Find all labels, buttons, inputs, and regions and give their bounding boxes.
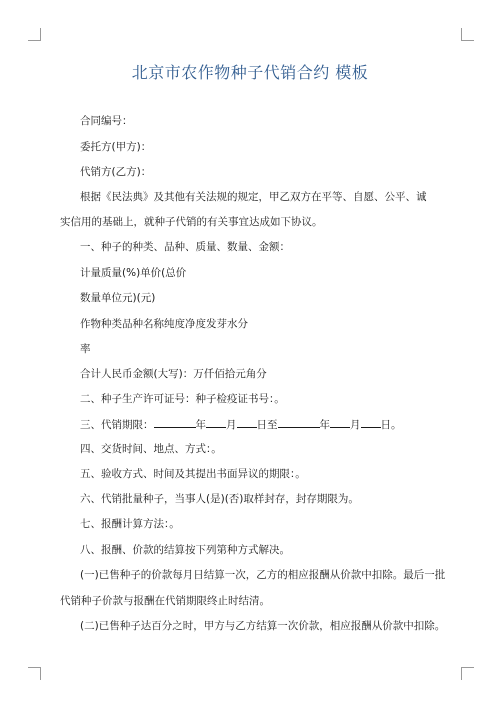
blank-field	[154, 417, 196, 428]
blank-field	[237, 417, 257, 428]
table-header-line-1: 计量质量(%)单价(总价	[80, 267, 187, 279]
section-6-line: 六、代销批量种子，当事人(是)(否)取样封存，封存期限为。	[80, 493, 359, 505]
crop-mark-bottom-left	[28, 667, 41, 680]
term-year-2: 年	[319, 419, 330, 431]
document-title: 北京市农作物种子代销合约 模板	[131, 63, 369, 82]
table-header-line-3: 作物种类品种名称纯度净度发芽水分	[80, 318, 248, 330]
contract-number-line: 合同编号：	[80, 115, 133, 127]
section-7-line: 七、报酬计算方法：。	[80, 518, 180, 530]
blank-field	[330, 417, 350, 428]
settlement-1-line-2: 代销种子价款与报酬在代销期限终止时结清。	[60, 595, 270, 607]
party-b-line: 代销方(乙方)：	[80, 166, 152, 178]
section-8-line: 八、报酬、价款的结算按下列第种方式解决。	[80, 544, 290, 556]
preamble-line-2: 实信用的基础上，就种子代销的有关事宜达成如下协议。	[60, 216, 323, 228]
table-header-line-2: 数量单位元)(元)	[80, 292, 156, 304]
table-header-line-4: 率	[80, 343, 91, 355]
total-amount-line: 合计人民币金额(大写)：万仟佰拾元角分	[80, 368, 267, 380]
section-2-line: 二、种子生产许可证号：种子检疫证书号：。	[80, 393, 285, 405]
term-month-1: 月	[226, 419, 237, 431]
term-day-end: 日。	[380, 419, 402, 431]
section-5-line: 五、验收方式、时间及其提出书面异议的期限：。	[80, 468, 306, 480]
term-month-2: 月	[350, 419, 361, 431]
blank-field	[361, 417, 381, 428]
crop-mark-bottom-right	[461, 667, 474, 680]
section-3-line	[80, 417, 402, 432]
crop-mark-top-left	[28, 28, 41, 41]
settlement-1-line-1: (一)已售种子的价款每月日结算一次，乙方的相应报酬从价款中扣除。最后一批	[80, 569, 446, 581]
blank-field	[278, 417, 320, 428]
preamble-line-1: 根据《民法典》及其他有关法规的规定，甲乙双方在平等、自愿、公平、诚	[80, 191, 427, 203]
blank-field	[206, 417, 226, 428]
settlement-2-line: (二)已售种子达百分之时，甲方与乙方结算一次价款，相应报酬从价款中扣除。	[80, 620, 446, 632]
term-day-to: 日至	[256, 419, 278, 431]
crop-mark-top-right	[461, 28, 474, 41]
section-3-prefix: 三、代销期限：	[80, 419, 154, 431]
section-1-heading: 一、种子的种类、品种、质量、数量、金额：	[80, 241, 290, 253]
term-year-1: 年	[195, 419, 206, 431]
section-4-line: 四、交货时间、地点、方式：。	[80, 443, 222, 455]
party-a-line: 委托方(甲方)：	[80, 141, 152, 153]
